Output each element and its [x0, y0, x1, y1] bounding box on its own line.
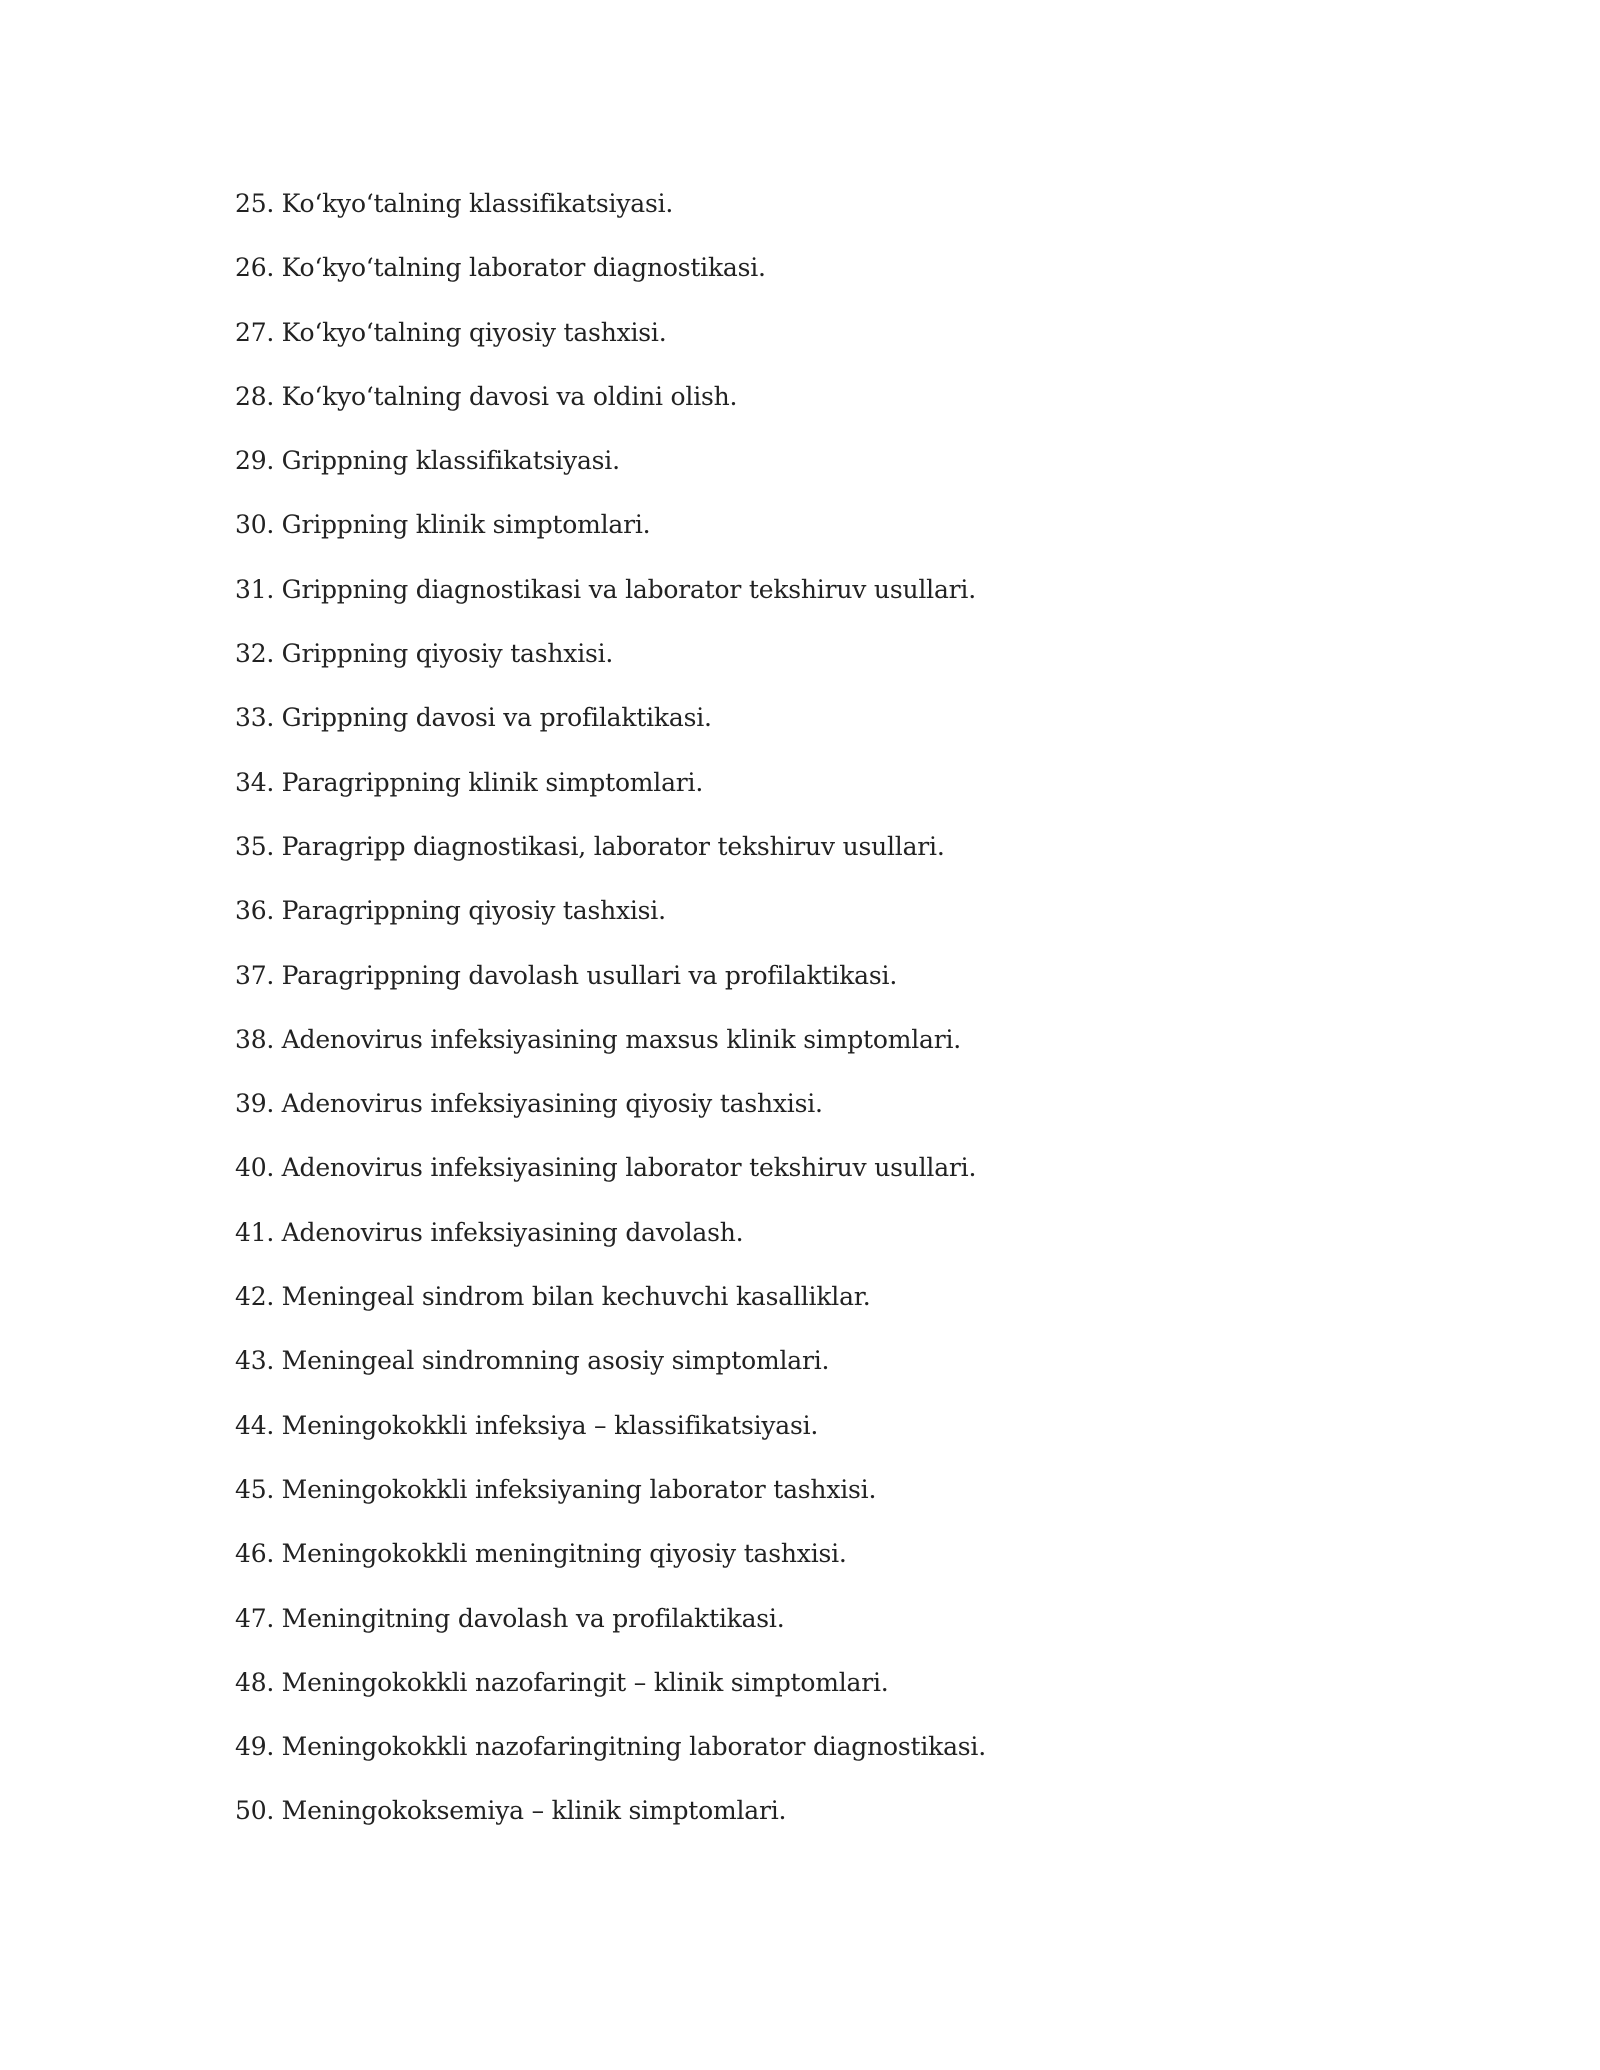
item-text: Grippning klinik simptomlari.	[281, 510, 651, 540]
item-number: 46.	[235, 1539, 275, 1569]
list-item	[235, 957, 986, 1021]
list-item	[235, 828, 986, 892]
list-item	[235, 892, 986, 956]
item-number: 40.	[235, 1153, 275, 1183]
list-item	[235, 1664, 986, 1728]
list-item	[235, 1149, 986, 1213]
list-item	[235, 571, 986, 635]
item-text: Meningokoksemiya – klinik simptomlari.	[281, 1796, 787, 1826]
list-item	[235, 1407, 986, 1471]
item-text: Meningokokkli infeksiya – klassifikatsiyasi.	[281, 1410, 819, 1440]
item-text: Meningokokkli nazofaringit – klinik simptomlari.	[281, 1667, 889, 1697]
item-text: Ko‘kyo‘talning davosi va oldini olish.	[281, 381, 738, 411]
list-item	[235, 506, 986, 570]
item-number: 41.	[235, 1217, 275, 1247]
item-text: Paragrippning davolash usullari va profilaktikasi.	[281, 960, 898, 990]
item-number: 31.	[235, 574, 275, 604]
list-item	[235, 1535, 986, 1599]
item-text: Meningitning davolash va profilaktikasi.	[281, 1603, 785, 1633]
item-text: Grippning qiyosiy tashxisi.	[281, 639, 614, 669]
item-number: 43.	[235, 1346, 275, 1376]
list-item	[235, 1214, 986, 1278]
list-item	[235, 699, 986, 763]
item-number: 49.	[235, 1732, 275, 1762]
list-item	[235, 378, 986, 442]
item-text: Meningokokkli nazofaringitning laborator diagnostikasi.	[281, 1732, 986, 1762]
item-number: 25.	[235, 189, 275, 218]
item-text: Meningeal sindromning asosiy simptomlari.	[281, 1346, 830, 1376]
list-item	[235, 185, 986, 249]
item-text: Meningokokkli infeksiyaning laborator tashxisi.	[281, 1474, 877, 1504]
list-item	[235, 1342, 986, 1406]
list-item	[235, 635, 986, 699]
question-list	[235, 185, 986, 1857]
item-number: 30.	[235, 510, 275, 540]
item-number: 42.	[235, 1282, 275, 1312]
item-number: 44.	[235, 1410, 275, 1440]
item-number: 33.	[235, 703, 275, 733]
list-item	[235, 442, 986, 506]
item-text: Adenovirus infeksiyasining laborator tekshiruv usullari.	[281, 1153, 977, 1183]
item-number: 35.	[235, 831, 275, 861]
item-number: 26.	[235, 253, 275, 283]
item-number: 28.	[235, 381, 275, 411]
item-text: Adenovirus infeksiyasining davolash.	[281, 1217, 744, 1247]
list-item	[235, 314, 986, 378]
list-item	[235, 249, 986, 313]
item-number: 32.	[235, 639, 275, 669]
item-text: Paragrippning qiyosiy tashxisi.	[281, 896, 666, 926]
list-item	[235, 1471, 986, 1535]
item-number: 38.	[235, 1024, 275, 1054]
item-text: Paragripp diagnostikasi, laborator tekshiruv usullari.	[281, 831, 945, 861]
item-text: Ko‘kyo‘talning klassifikatsiyasi.	[281, 189, 674, 218]
item-number: 34.	[235, 767, 275, 797]
list-item	[235, 764, 986, 828]
list-item	[235, 1792, 986, 1856]
item-text: Meningeal sindrom bilan kechuvchi kasalliklar.	[281, 1282, 871, 1312]
item-number: 36.	[235, 896, 275, 926]
item-text: Paragrippning klinik simptomlari.	[281, 767, 704, 797]
item-number: 50.	[235, 1796, 275, 1826]
item-text: Ko‘kyo‘talning laborator diagnostikasi.	[281, 253, 766, 283]
item-text: Grippning davosi va profilaktikasi.	[281, 703, 712, 733]
item-number: 45.	[235, 1474, 275, 1504]
list-item	[235, 1278, 986, 1342]
item-number: 27.	[235, 317, 275, 347]
list-item	[235, 1600, 986, 1664]
list-item	[235, 1728, 986, 1792]
item-text: Grippning klassifikatsiyasi.	[281, 446, 620, 476]
item-text: Meningokokkli meningitning qiyosiy tashxisi.	[281, 1539, 847, 1569]
item-text: Adenovirus infeksiyasining qiyosiy tashxisi.	[281, 1089, 823, 1119]
item-text: Adenovirus infeksiyasining maxsus klinik simptomlari.	[281, 1024, 962, 1054]
list-item	[235, 1021, 986, 1085]
item-number: 47.	[235, 1603, 275, 1633]
item-number: 29.	[235, 446, 275, 476]
item-number: 39.	[235, 1089, 275, 1119]
list-item	[235, 1085, 986, 1149]
item-text: Ko‘kyo‘talning qiyosiy tashxisi.	[281, 317, 667, 347]
item-number: 48.	[235, 1667, 275, 1697]
item-text: Grippning diagnostikasi va laborator tekshiruv usullari.	[281, 574, 976, 604]
item-number: 37.	[235, 960, 275, 990]
